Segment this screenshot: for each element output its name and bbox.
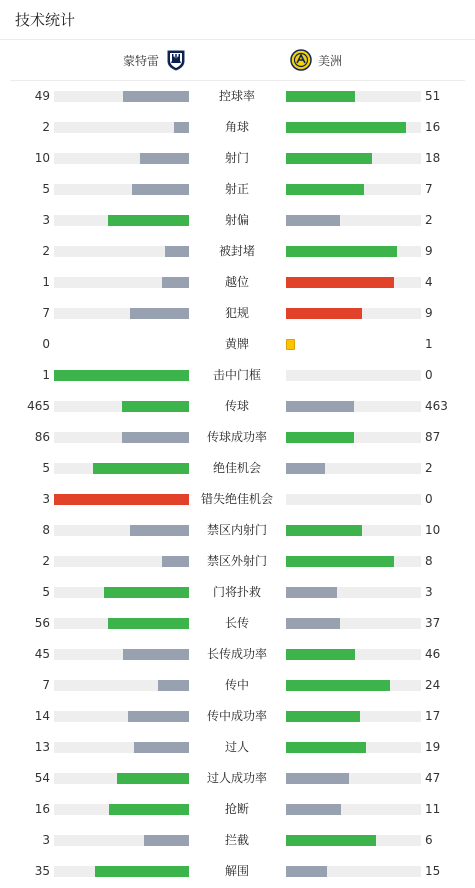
away-stat-bar-fill bbox=[286, 91, 355, 102]
home-stat-bar-fill bbox=[54, 370, 189, 381]
home-stat-value: 2 bbox=[42, 120, 50, 134]
away-stat-bar bbox=[286, 370, 421, 381]
home-stat-bar bbox=[54, 122, 189, 133]
stat-label: 传中成功率 bbox=[206, 709, 267, 723]
away-stat-bar bbox=[286, 463, 421, 474]
home-stat-bar bbox=[54, 711, 189, 722]
home-stat-value: 8 bbox=[42, 523, 50, 537]
stat-row bbox=[0, 298, 475, 329]
stat-row bbox=[0, 856, 475, 887]
home-stat-value: 16 bbox=[34, 802, 50, 816]
away-stat-value: 47 bbox=[425, 771, 441, 785]
stat-row bbox=[0, 205, 475, 236]
stat-label: 禁区外射门 bbox=[206, 554, 267, 568]
stat-row bbox=[0, 174, 475, 205]
away-stat-value: 51 bbox=[425, 89, 441, 103]
away-stat-value: 46 bbox=[425, 647, 441, 661]
home-stat-bar-fill bbox=[95, 866, 190, 877]
away-stat-bar-fill bbox=[286, 525, 362, 536]
home-stat-bar-fill bbox=[165, 246, 189, 257]
away-stat-value: 16 bbox=[425, 120, 441, 134]
away-stat-bar-fill bbox=[286, 401, 354, 412]
away-stat-bar bbox=[286, 711, 421, 722]
home-stat-bar bbox=[54, 742, 189, 753]
home-stat-value: 10 bbox=[34, 151, 50, 165]
home-stat-bar bbox=[54, 432, 189, 443]
stat-row bbox=[0, 484, 475, 515]
home-stat-bar-fill bbox=[108, 215, 189, 226]
stat-row bbox=[0, 360, 475, 391]
home-stat-bar bbox=[54, 401, 189, 412]
away-stat-value: 0 bbox=[425, 368, 433, 382]
stat-row bbox=[0, 577, 475, 608]
away-stat-value: 2 bbox=[425, 461, 433, 475]
away-stat-bar bbox=[286, 773, 421, 784]
stat-label: 传中 bbox=[224, 678, 249, 692]
stat-label: 抢断 bbox=[224, 802, 249, 816]
home-stat-value: 35 bbox=[34, 864, 50, 878]
away-stat-value: 2 bbox=[425, 213, 433, 227]
stat-row bbox=[0, 732, 475, 763]
away-stat-bar-fill bbox=[286, 122, 406, 133]
stat-label: 绝佳机会 bbox=[212, 461, 261, 475]
away-stat-bar bbox=[286, 184, 421, 195]
away-stat-value: 7 bbox=[425, 182, 433, 196]
home-stat-value: 3 bbox=[42, 213, 50, 227]
stat-row bbox=[0, 639, 475, 670]
home-stat-value: 3 bbox=[42, 833, 50, 847]
away-stat-bar bbox=[286, 308, 421, 319]
stat-label: 传球 bbox=[224, 399, 249, 413]
home-stat-bar bbox=[54, 866, 189, 877]
stat-row bbox=[0, 81, 475, 112]
stat-label: 击中门框 bbox=[212, 368, 261, 382]
stat-label: 控球率 bbox=[218, 89, 255, 103]
stat-row bbox=[0, 825, 475, 856]
away-stat-bar bbox=[286, 246, 421, 257]
stat-label: 错失绝佳机会 bbox=[200, 492, 273, 506]
home-stat-value: 2 bbox=[42, 244, 50, 258]
stat-row bbox=[0, 391, 475, 422]
away-stat-value: 1 bbox=[425, 337, 433, 351]
away-stat-bar bbox=[286, 556, 421, 567]
away-stat-bar bbox=[286, 618, 421, 629]
home-stat-bar-fill bbox=[134, 742, 189, 753]
stat-label: 犯规 bbox=[224, 306, 249, 320]
home-stat-bar bbox=[54, 556, 189, 567]
stat-label: 传球成功率 bbox=[206, 430, 267, 444]
away-stat-value: 19 bbox=[425, 740, 441, 754]
home-stat-bar-fill bbox=[128, 711, 189, 722]
home-stat-bar-fill bbox=[108, 618, 189, 629]
away-stat-bar bbox=[286, 122, 421, 133]
home-stat-value: 13 bbox=[34, 740, 50, 754]
home-stat-bar-fill bbox=[123, 91, 189, 102]
home-stat-value: 7 bbox=[42, 678, 50, 692]
stat-label: 角球 bbox=[224, 120, 249, 134]
away-stat-bar bbox=[286, 401, 421, 412]
home-stat-value: 49 bbox=[34, 89, 50, 103]
away-stat-bar-fill bbox=[286, 184, 364, 195]
stat-label: 长传成功率 bbox=[206, 647, 267, 661]
stat-row bbox=[0, 515, 475, 546]
home-stat-bar-fill bbox=[122, 401, 190, 412]
home-stat-bar bbox=[54, 91, 189, 102]
stat-label: 拦截 bbox=[224, 833, 249, 847]
home-stat-bar-fill bbox=[109, 804, 189, 815]
home-stat-bar bbox=[54, 153, 189, 164]
away-stat-bar bbox=[286, 804, 421, 815]
stat-row bbox=[0, 329, 475, 360]
away-stat-bar-fill bbox=[286, 153, 372, 164]
away-stat-bar-fill bbox=[286, 866, 327, 877]
home-stat-value: 7 bbox=[42, 306, 50, 320]
teams-header bbox=[10, 40, 465, 81]
away-stat-bar bbox=[286, 215, 421, 226]
away-stat-bar-fill bbox=[286, 618, 340, 629]
home-stat-bar bbox=[54, 649, 189, 660]
away-stat-bar bbox=[286, 866, 421, 877]
home-stat-value: 0 bbox=[42, 337, 50, 351]
home-stat-bar-fill bbox=[140, 153, 189, 164]
home-stat-value: 1 bbox=[42, 368, 50, 382]
away-stat-value: 11 bbox=[425, 802, 441, 816]
stat-row bbox=[0, 143, 475, 174]
home-stat-bar bbox=[54, 587, 189, 598]
home-stat-bar bbox=[54, 835, 189, 846]
home-stat-bar-fill bbox=[117, 773, 189, 784]
away-stat-bar-fill bbox=[286, 556, 394, 567]
home-stat-bar-fill bbox=[144, 835, 189, 846]
away-stat-bar bbox=[286, 153, 421, 164]
away-stat-bar bbox=[286, 649, 421, 660]
home-stat-value: 14 bbox=[34, 709, 50, 723]
monterrey-crest-icon bbox=[165, 49, 187, 71]
away-stat-bar-fill bbox=[286, 277, 394, 288]
club-america-crest-icon bbox=[290, 49, 312, 71]
away-stat-value: 17 bbox=[425, 709, 441, 723]
home-stat-value: 86 bbox=[34, 430, 50, 444]
away-stat-bar bbox=[286, 91, 421, 102]
home-stat-bar-fill bbox=[123, 649, 189, 660]
away-stat-value: 463 bbox=[425, 399, 448, 413]
stat-row bbox=[0, 546, 475, 577]
stat-label: 长传 bbox=[224, 616, 249, 630]
home-stat-value: 5 bbox=[42, 461, 50, 475]
away-stat-value: 24 bbox=[425, 678, 441, 692]
away-stat-bar bbox=[286, 742, 421, 753]
stat-label: 禁区内射门 bbox=[206, 523, 267, 537]
home-stat-bar bbox=[54, 525, 189, 536]
home-stat-bar bbox=[54, 277, 189, 288]
home-stat-value: 2 bbox=[42, 554, 50, 568]
away-stat-bar bbox=[286, 835, 421, 846]
home-stat-bar-fill bbox=[104, 587, 189, 598]
away-stat-bar-fill bbox=[286, 742, 366, 753]
stat-label: 解围 bbox=[224, 864, 249, 878]
home-stat-bar bbox=[54, 618, 189, 629]
away-stat-value: 4 bbox=[425, 275, 433, 289]
stat-label: 过人成功率 bbox=[206, 771, 267, 785]
away-team[interactable] bbox=[290, 40, 342, 80]
home-stat-value: 5 bbox=[42, 182, 50, 196]
away-stat-bar-fill bbox=[286, 463, 325, 474]
section-title: 技术统计 bbox=[0, 0, 475, 40]
home-stat-bar bbox=[54, 804, 189, 815]
stat-row bbox=[0, 453, 475, 484]
home-stat-bar-fill bbox=[130, 525, 189, 536]
home-stat-bar bbox=[54, 463, 189, 474]
stat-row bbox=[0, 670, 475, 701]
home-stat-bar-fill bbox=[54, 494, 189, 505]
home-stat-value: 54 bbox=[34, 771, 50, 785]
away-stat-bar bbox=[286, 432, 421, 443]
away-team-name: 美洲 bbox=[318, 53, 343, 68]
away-stat-bar-fill bbox=[286, 246, 397, 257]
home-stat-value: 56 bbox=[34, 616, 50, 630]
away-stat-bar-fill bbox=[286, 432, 354, 443]
home-stat-value: 1 bbox=[42, 275, 50, 289]
stat-label: 门将扑救 bbox=[212, 585, 261, 599]
away-stat-bar-fill bbox=[286, 649, 355, 660]
stat-label: 射门 bbox=[224, 151, 249, 165]
away-stat-value: 10 bbox=[425, 523, 441, 537]
home-stat-value: 5 bbox=[42, 585, 50, 599]
home-stat-bar-fill bbox=[162, 556, 189, 567]
stat-label: 黄牌 bbox=[224, 337, 249, 351]
stat-row bbox=[0, 112, 475, 143]
stat-row bbox=[0, 794, 475, 825]
away-stat-value: 8 bbox=[425, 554, 433, 568]
home-stat-bar bbox=[54, 680, 189, 691]
stat-row bbox=[0, 236, 475, 267]
stat-label: 被封堵 bbox=[218, 244, 255, 258]
stat-row bbox=[0, 422, 475, 453]
away-stat-bar-fill bbox=[286, 308, 362, 319]
home-stat-bar-fill bbox=[162, 277, 189, 288]
away-stat-value: 87 bbox=[425, 430, 441, 444]
home-stat-bar-fill bbox=[93, 463, 189, 474]
home-stat-bar bbox=[54, 773, 189, 784]
stat-row bbox=[0, 608, 475, 639]
away-stat-value: 18 bbox=[425, 151, 441, 165]
stat-row bbox=[0, 701, 475, 732]
away-stat-value: 9 bbox=[425, 244, 433, 258]
away-stat-bar-fill bbox=[286, 773, 349, 784]
home-stat-bar bbox=[54, 246, 189, 257]
home-stat-bar bbox=[54, 184, 189, 195]
home-stat-bar-fill bbox=[158, 680, 189, 691]
home-stat-bar-fill bbox=[122, 432, 190, 443]
away-stat-bar bbox=[286, 587, 421, 598]
home-stat-bar bbox=[54, 370, 189, 381]
away-stat-bar-fill bbox=[286, 804, 341, 815]
yellow-card-icon bbox=[286, 339, 295, 350]
home-stat-bar bbox=[54, 308, 189, 319]
away-stat-value: 9 bbox=[425, 306, 433, 320]
home-stat-bar-fill bbox=[132, 184, 189, 195]
stat-label: 越位 bbox=[224, 275, 249, 289]
stat-label: 射正 bbox=[224, 182, 249, 196]
stat-row bbox=[0, 763, 475, 794]
away-stat-bar bbox=[286, 494, 421, 505]
stat-label: 射偏 bbox=[224, 213, 249, 227]
stat-label: 过人 bbox=[224, 740, 249, 754]
away-stat-value: 15 bbox=[425, 864, 441, 878]
home-stat-bar-fill bbox=[174, 122, 189, 133]
home-stat-bar bbox=[54, 215, 189, 226]
home-team-name: 蒙特雷 bbox=[122, 53, 159, 68]
away-stat-bar bbox=[286, 277, 421, 288]
away-stat-bar-fill bbox=[286, 215, 340, 226]
away-stat-bar bbox=[286, 525, 421, 536]
home-stat-bar bbox=[54, 494, 189, 505]
away-stat-bar-fill bbox=[286, 680, 390, 691]
away-stat-bar-fill bbox=[286, 587, 337, 598]
stat-row bbox=[0, 267, 475, 298]
home-stat-bar-fill bbox=[130, 308, 189, 319]
away-stat-bar-fill bbox=[286, 711, 360, 722]
away-stat-value: 3 bbox=[425, 585, 433, 599]
away-stat-bar-fill bbox=[286, 835, 376, 846]
stats-list bbox=[0, 81, 475, 887]
home-team[interactable] bbox=[123, 40, 187, 80]
away-stat-value: 6 bbox=[425, 833, 433, 847]
away-stat-bar bbox=[286, 680, 421, 691]
home-stat-value: 3 bbox=[42, 492, 50, 506]
away-stat-value: 0 bbox=[425, 492, 433, 506]
away-stat-value: 37 bbox=[425, 616, 441, 630]
home-stat-value: 45 bbox=[34, 647, 50, 661]
home-stat-value: 465 bbox=[27, 399, 50, 413]
